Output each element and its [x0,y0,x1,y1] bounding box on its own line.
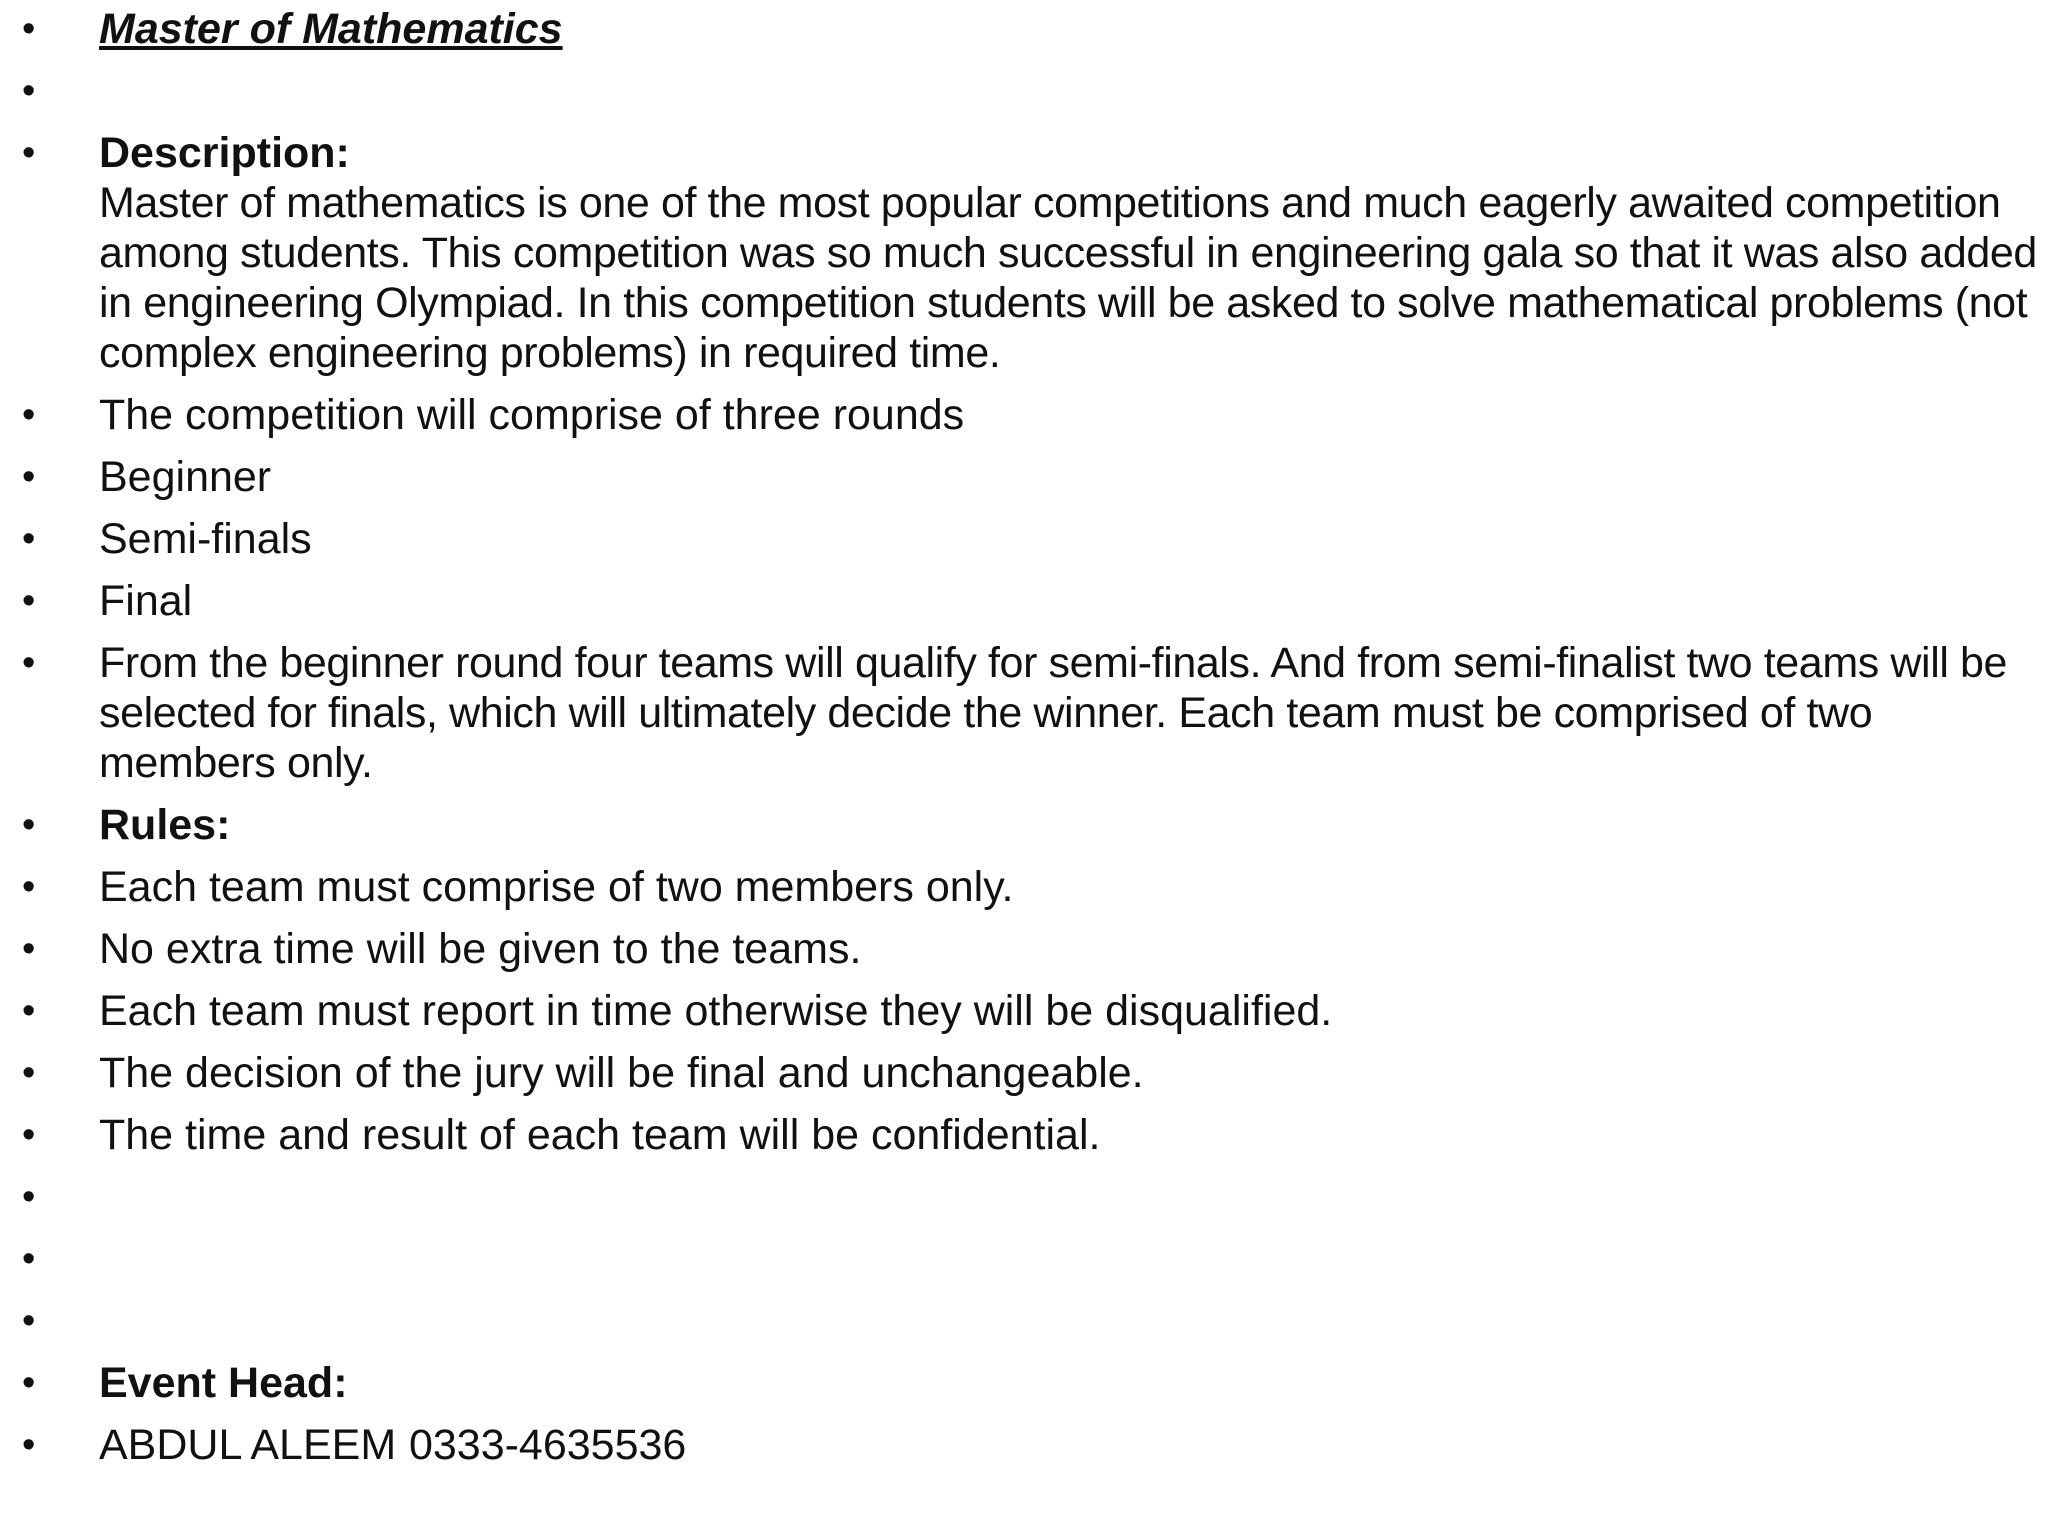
bullet-icon: • [22,804,36,846]
bullet-icon: • [22,8,36,50]
bullet-icon: • [22,1238,36,1280]
bullet-icon: • [22,1176,36,1218]
bullet-icon: • [22,1114,36,1156]
bullet-icon: • [22,394,36,436]
bullet-icon: • [22,70,36,112]
bullet-icon: • [22,1362,36,1404]
qualification-text: From the beginner round four teams will qualify for semi-finals. And from semi-finalist two teams will be selected for finals, which will ultimately decide the winner. Each team must be comprised of two members only. [99,639,2008,787]
rounds-intro: The competition will comprise of three rounds [99,391,965,439]
event-head-name: ABDUL ALEEM [99,1421,397,1469]
list-item-rule [0,1048,2048,1098]
list-item-empty [0,1234,2048,1284]
list-item-contact [0,1420,2048,1470]
bullet-icon: • [22,642,36,684]
list-item-description [0,128,2048,378]
description-body: Master of mathematics is one of the most popular competitions and much eagerly awaited competition among students. This competition was so much successful in engineering gala so that it was also added in engineering Olympiad. In this competition students will be asked to solve mathematical problems (not complex engineering problems) in required time. [99,179,2037,377]
rule-text: No extra time will be given to the teams. [99,925,862,973]
page-title: Master of Mathematics [99,5,563,53]
description-heading: Description: [99,129,350,177]
list-item-rule [0,1110,2048,1160]
bullet-icon: • [22,518,36,560]
list-item-rules-heading [0,800,2048,850]
event-head-phone: 0333-4635536 [408,1421,687,1469]
list-item-rounds-intro [0,390,2048,440]
list-item-event-head [0,1358,2048,1408]
rule-text: The time and result of each team will be confidential. [99,1111,1101,1159]
list-item-empty [0,66,2048,116]
list-item-rule [0,924,2048,974]
event-head-heading: Event Head: [99,1359,348,1407]
list-item-rule [0,862,2048,912]
rule-text: The decision of the jury will be final and unchangeable. [99,1049,1144,1097]
rule-text: Each team must report in time otherwise they will be disqualified. [99,987,1333,1035]
bullet-icon: • [22,928,36,970]
list-item-qualification [0,638,2048,788]
list-item-title [0,4,2048,54]
rules-heading: Rules: [99,801,231,849]
bullet-icon: • [22,866,36,908]
list-item-empty [0,1172,2048,1222]
round-beginner: Beginner [99,453,272,501]
bullet-icon: • [22,1424,36,1466]
list-item-round [0,576,2048,626]
list-item-round [0,452,2048,502]
bullet-icon: • [22,990,36,1032]
bullet-icon: • [22,1052,36,1094]
bullet-icon: • [22,580,36,622]
round-final: Final [99,577,193,625]
bullet-icon: • [22,132,36,174]
list-item-round [0,514,2048,564]
list-item-rule [0,986,2048,1036]
list-item-empty [0,1296,2048,1346]
bullet-list [0,4,2048,1482]
rule-text: Each team must comprise of two members only. [99,863,1014,911]
bullet-icon: • [22,1300,36,1342]
round-semi-finals: Semi-finals [99,515,312,563]
bullet-icon: • [22,456,36,498]
